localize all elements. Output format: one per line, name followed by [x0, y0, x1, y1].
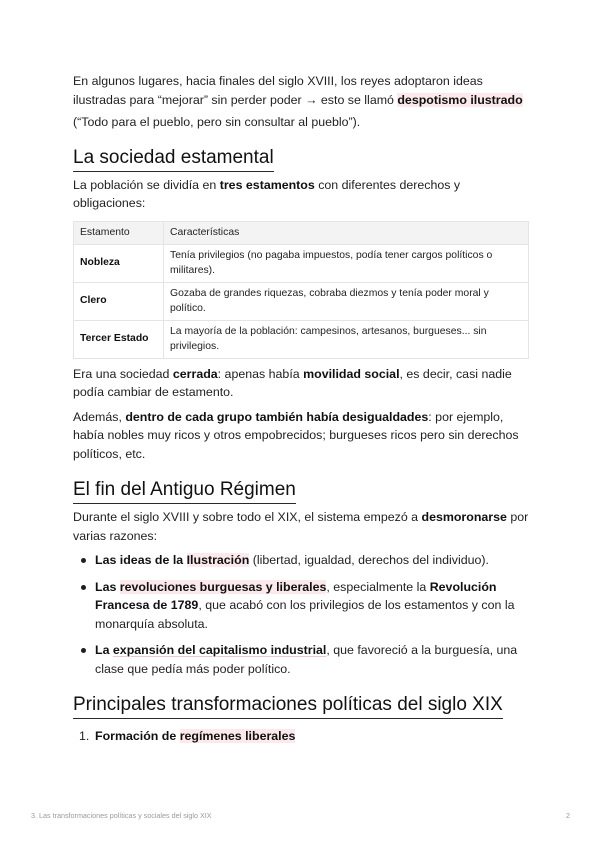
- estamentos-table: [73, 221, 529, 359]
- list-item: 1. Formación de regímenes liberales: [79, 729, 296, 743]
- list-item: Las ideas de la Ilustración (libertad, igualdad, derechos del individuo).: [95, 551, 529, 570]
- heading-sociedad-estamental: La sociedad estamental: [73, 146, 274, 172]
- table-header-cell: Características: [164, 221, 529, 244]
- table-cell-estamento: Clero: [74, 282, 164, 320]
- table-cell-caracteristicas: Gozaba de grandes riquezas, cobraba diezmos y tenía poder moral y político.: [164, 282, 529, 320]
- intro-paragraph: En algunos lugares, hacia finales del siglo XVIII, los reyes adoptaron ideas ilustradas para “mejorar” sin perder poder → esto se llamó despotismo ilustrado: [73, 74, 523, 107]
- table-cell-estamento: Nobleza: [74, 244, 164, 282]
- intro-quote: (“Todo para el pueblo, pero sin consultar al pueblo”).: [73, 115, 361, 129]
- table-header-row: [74, 221, 529, 244]
- list-item: La expansión del capitalismo industrial, que favoreció a la burguesía, una clase que pedía más poder político.: [95, 641, 529, 678]
- heading-fin-antiguo-regimen: El fin del Antiguo Régimen: [73, 478, 296, 504]
- list-item: Las revoluciones burguesas y liberales, especialmente la Revolución Francesa de 1789, que acabó con los privilegios de los estamentos y con la monarquía absoluta.: [95, 578, 529, 634]
- table-cell-caracteristicas: Tenía privilegios (no pagaba impuestos, podía tener cargos políticos o militares).: [164, 244, 529, 282]
- table-cell-estamento: Tercer Estado: [74, 320, 164, 358]
- sociedad-intro: La población se dividía en tres estamentos con diferentes derechos y obligaciones:: [73, 177, 461, 210]
- fin-intro: Durante el siglo XVIII y sobre todo el XIX, el sistema empezó a desmoronarse por varias razones:: [73, 510, 529, 543]
- table-cell-caracteristicas: La mayoría de la población: campesinos, artesanos, burgueses... sin privilegios.: [164, 320, 529, 358]
- page-number: 2: [566, 811, 570, 820]
- despotismo-term: despotismo ilustrado: [397, 92, 523, 107]
- desigualdades-paragraph: Además, dentro de cada grupo también había desigualdades: por ejemplo, había nobles muy ricos y otros empobrecidos; burgueses ricos pero sin derechos políticos, etc.: [73, 409, 519, 461]
- table-row: [74, 282, 529, 320]
- footer-title: 3. Las transformaciones políticas y sociales del siglo XIX: [31, 811, 212, 820]
- heading-principales-transformaciones: Principales transformaciones políticas del siglo XIX: [73, 693, 503, 719]
- table-row: [74, 320, 529, 358]
- razones-list: [73, 551, 529, 678]
- table-row: [74, 244, 529, 282]
- table-header-cell: Estamento: [74, 221, 164, 244]
- sociedad-cerrada-paragraph: Era una sociedad cerrada: apenas había movilidad social, es decir, casi nadie podía cambiar de estamento.: [73, 366, 512, 399]
- transformaciones-list: [73, 727, 529, 746]
